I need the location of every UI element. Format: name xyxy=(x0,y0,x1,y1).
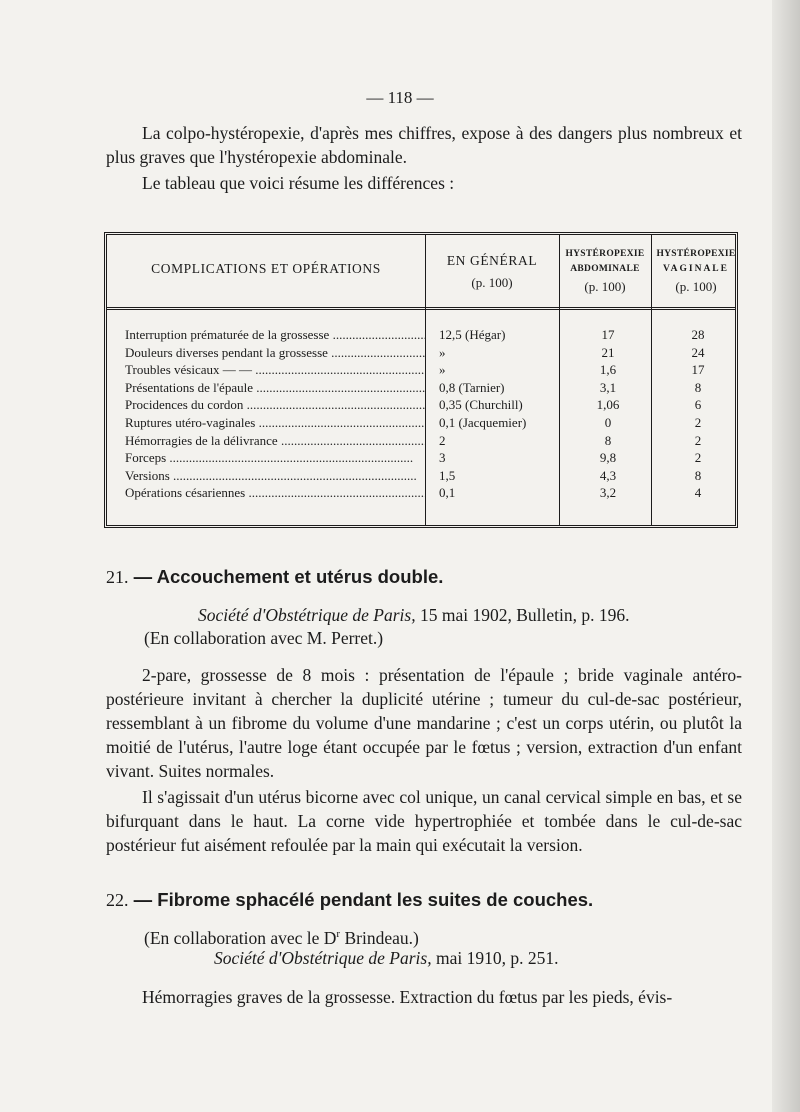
table-cell-vaginale: 4 xyxy=(694,485,702,501)
section-21-paragraph-1: 2-pare, grossesse de 8 mois : présentation de l'épaule ; bride vaginale antéro-postérieure invitant à chercher la duplicité utérine ; tumeur du cul-de-sac postérieur, ressemblant à un fibrome du volume d'une mandarine ; c'est un corps utérin, ou plutôt la moitié de l'utérus, l'autre loge étant occupée par le fœtus ; version, extraction d'un enfant vivant. Suites normales. xyxy=(106,665,742,781)
header-vaginale-unit: (p. 100) xyxy=(675,279,717,294)
table-row-label: Troubles vésicaux — — ..... xyxy=(125,362,425,377)
intro-paragraph-2: Le tableau que voici résume les différences : xyxy=(142,173,455,193)
header-abdominale-unit: (p. 100) xyxy=(584,279,626,294)
table-cell-vaginale: 24 xyxy=(691,344,705,360)
table-row-label: Présentations de l'épaule ..... xyxy=(125,380,425,395)
section-22-collab-prefix: (En collaboration avec le D xyxy=(144,927,337,948)
table-cell-general: 12,5 (Hégar) xyxy=(439,327,506,342)
table-cell-abdominale: 17 xyxy=(601,327,615,342)
section-22-heading xyxy=(106,889,593,911)
table-row-label: Ruptures utéro-vaginales ..... xyxy=(125,415,425,430)
table-cell-vaginale: 2 xyxy=(694,450,702,466)
table-cell-vaginale: 2 xyxy=(694,415,702,430)
section-22-reference xyxy=(214,946,558,970)
table-cell-abdominale: 3,1 xyxy=(599,379,617,395)
table-cell-vaginale: 8 xyxy=(694,467,702,483)
comparison-table xyxy=(104,232,738,528)
header-general: EN GÉNÉRAL xyxy=(446,253,538,268)
intro-paragraph-1: La colpo-hystéropexie, d'après mes chiffres, expose à des dangers plus nombreux et plus graves que l'hystéropexie abdominale. xyxy=(106,123,742,167)
section-21-title: — Accouchement et utérus double. xyxy=(133,566,444,587)
table-cell-abdominale: 21 xyxy=(601,344,615,360)
table-cell-general: 0,1 (Jacquemier) xyxy=(439,415,527,430)
table-cell-abdominale: 1,6 xyxy=(599,362,617,378)
table-cell-vaginale: 8 xyxy=(694,379,702,395)
section-21-heading xyxy=(106,566,443,588)
table-cell-abdominale: 0 xyxy=(604,415,612,430)
table-cell-abdominale: 1,06 xyxy=(596,397,620,413)
table-cell-general: 3 xyxy=(439,450,446,466)
table-cell-general: 0,1 xyxy=(439,485,456,501)
table-cell-general: 1,5 xyxy=(439,467,456,483)
header-abdominale-2: ABDOMINALE xyxy=(570,264,640,274)
table-row-label: Versions ..... xyxy=(125,468,425,483)
table-cell-general: » xyxy=(439,362,446,378)
table-row-label: Procidences du cordon ..... xyxy=(125,397,425,412)
section-22-ref-journal: Société d'Obstétrique de Paris, xyxy=(214,948,432,968)
table-cell-general: 0,35 (Churchill) xyxy=(439,397,523,413)
table-cell-abdominale: 8 xyxy=(604,432,612,448)
section-21-collaboration: (En collaboration avec M. Perret.) xyxy=(144,628,384,648)
table-cell-vaginale: 2 xyxy=(694,432,702,448)
header-complications: COMPLICATIONS ET OPÉRATIONS xyxy=(151,261,381,276)
table-cell-vaginale: 28 xyxy=(691,327,705,342)
table-row-label: Douleurs diverses pendant la grossesse ..... xyxy=(125,345,425,360)
section-22-number: 22. xyxy=(106,890,129,910)
section-22-collab-name: Brindeau.) xyxy=(340,927,419,948)
table-cell-general: 0,8 (Tarnier) xyxy=(439,379,505,395)
header-vaginale-2: VAGINALE xyxy=(663,264,729,274)
section-21-ref-journal: Société d'Obstétrique de Paris, xyxy=(198,605,416,625)
table-row-label: Forceps ..... xyxy=(125,450,425,465)
table-row-label: Hémorragies de la délivrance ..... xyxy=(125,433,425,448)
table-header-divider xyxy=(107,307,735,310)
table-cell-abdominale: 3,2 xyxy=(599,485,617,501)
table-cell-general: 2 xyxy=(439,432,446,448)
table-cell-abdominale: 4,3 xyxy=(599,467,617,483)
section-22-title: — Fibrome sphacélé pendant les suites de couches. xyxy=(133,889,594,910)
table-row-label: Opérations césariennes ..... xyxy=(125,485,425,500)
page-number: — 118 — xyxy=(366,88,434,107)
table-cell-vaginale: 6 xyxy=(694,397,702,413)
section-21-reference xyxy=(198,603,629,627)
section-21-ref-details: 15 mai 1902, Bulletin, p. 196. xyxy=(415,605,630,625)
section-22-ref-details: mai 1910, p. 251. xyxy=(431,948,559,968)
section-22-paragraph-1: Hémorragies graves de la grossesse. Extraction du fœtus par les pieds, évis- xyxy=(142,987,673,1007)
table-cell-abdominale: 9,8 xyxy=(599,450,617,466)
section-21-paragraph-2: Il s'agissait d'un utérus bicorne avec col unique, un canal cervical simple en bas, et se bifurquant dans le haut. La corne vide hypertrophiée et tombée dans le cul-de-sac postérieur fut aisément refoulée par la main qui exécutait la version. xyxy=(106,787,742,855)
header-vaginale-1: HYSTÉROPEXIE xyxy=(656,249,736,259)
header-general-unit: (p. 100) xyxy=(471,275,513,290)
section-21-number: 21. xyxy=(106,567,129,587)
header-abdominale-1: HYSTÉROPEXIE xyxy=(565,249,645,259)
table-row-label: Interruption prématurée de la grossesse ..... xyxy=(125,327,425,342)
table-cell-vaginale: 17 xyxy=(691,362,705,378)
table-cell-general: » xyxy=(439,344,446,360)
page-edge-shadow xyxy=(772,0,800,1112)
section-22-collab-sup: r xyxy=(336,928,341,940)
